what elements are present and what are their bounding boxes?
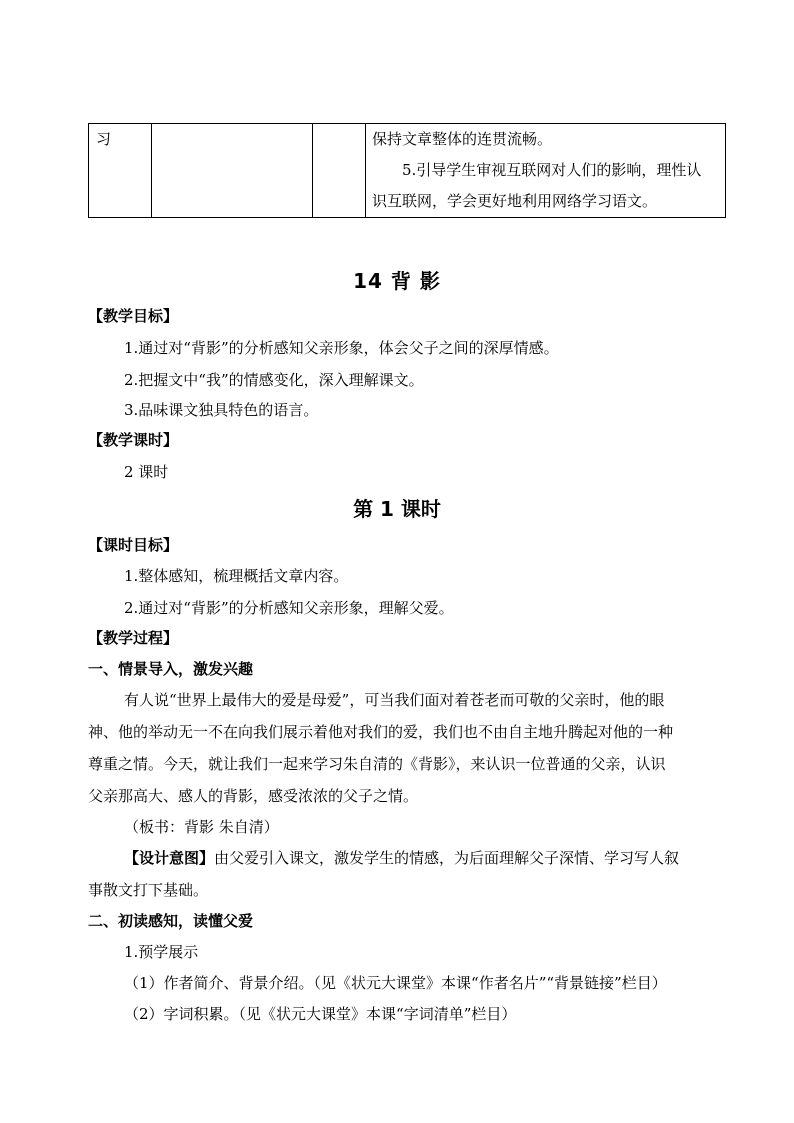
session-goal-item: 2.通过对“背影”的分析感知父亲形象，理解父爱。 <box>124 599 454 617</box>
goal-item: 1.通过对“背影”的分析感知父亲形象，体会父子之间的深厚情感。 <box>124 339 559 357</box>
continuation-table <box>88 123 726 218</box>
table-cell-empty <box>152 124 313 218</box>
paragraph-line: 神、他的举动无一不在向我们展示着他对我们的爱，我们也不由自主地升腾起对他的一种 <box>88 723 674 741</box>
list-item: （2）字词积累。（见《状元大课堂》本课“字词清单”栏目） <box>124 1005 517 1023</box>
design-intent-label: 【设计意图】 <box>124 849 215 867</box>
table-text-line: 5.引导学生审视互联网对人们的影响，理性认 <box>402 161 702 179</box>
design-intent-text: 由父爱引入课文，激发学生的情感，为后面理解父子深情、学习写人叙 <box>214 849 680 867</box>
goal-item: 3.品味课文独具特色的语言。 <box>124 401 319 419</box>
table-row <box>89 124 726 218</box>
design-intent-line <box>124 848 679 868</box>
goal-item: 2.把握文中“我”的情感变化，深入理解课文。 <box>124 371 424 389</box>
table-cell-category: 习 <box>89 124 152 218</box>
table-text-line: 识互联网，学会更好地利用网络学习语文。 <box>372 192 658 210</box>
table-text-line: 保持文章整体的连贯流畅。 <box>372 130 553 148</box>
section1-heading: 一、情景导入，激发兴趣 <box>88 660 254 678</box>
session-goals-heading: 【课时目标】 <box>88 536 179 554</box>
table-cell-content <box>366 124 726 218</box>
paragraph-line: 父亲那高大、感人的背影，感受浓浓的父子之情。 <box>88 787 419 805</box>
session-title: 第 1 课时 <box>353 497 441 521</box>
paragraph-line: 有人说“世界上最伟大的爱是母爱”，可当我们面对着苍老而可敬的父亲时，他的眼 <box>124 691 665 709</box>
goals-heading: 【教学目标】 <box>88 307 179 325</box>
hours-heading: 【教学课时】 <box>88 431 179 449</box>
paragraph-line: 尊重之情。今天，就让我们一起来学习朱自清的《背影》，来认识一位普通的父亲，认识 <box>88 755 666 773</box>
session-goal-item: 1.整体感知，梳理概括文章内容。 <box>124 567 349 585</box>
hours-value: 2 课时 <box>124 463 169 481</box>
lesson-title: 14 背 影 <box>353 269 441 293</box>
section2-heading: 二、初读感知，读懂父爱 <box>88 912 254 930</box>
list-item: （1）作者简介、背景介绍。（见《状元大课堂》本课“作者名片”“背景链接”栏目） <box>124 974 667 992</box>
process-heading: 【教学过程】 <box>88 629 179 647</box>
subsection-heading: 1.预学展示 <box>124 943 199 961</box>
board-note: （板书：背影 朱自清） <box>124 818 279 836</box>
design-intent-line: 事散文打下基础。 <box>88 881 209 899</box>
table-cell-empty <box>313 124 366 218</box>
